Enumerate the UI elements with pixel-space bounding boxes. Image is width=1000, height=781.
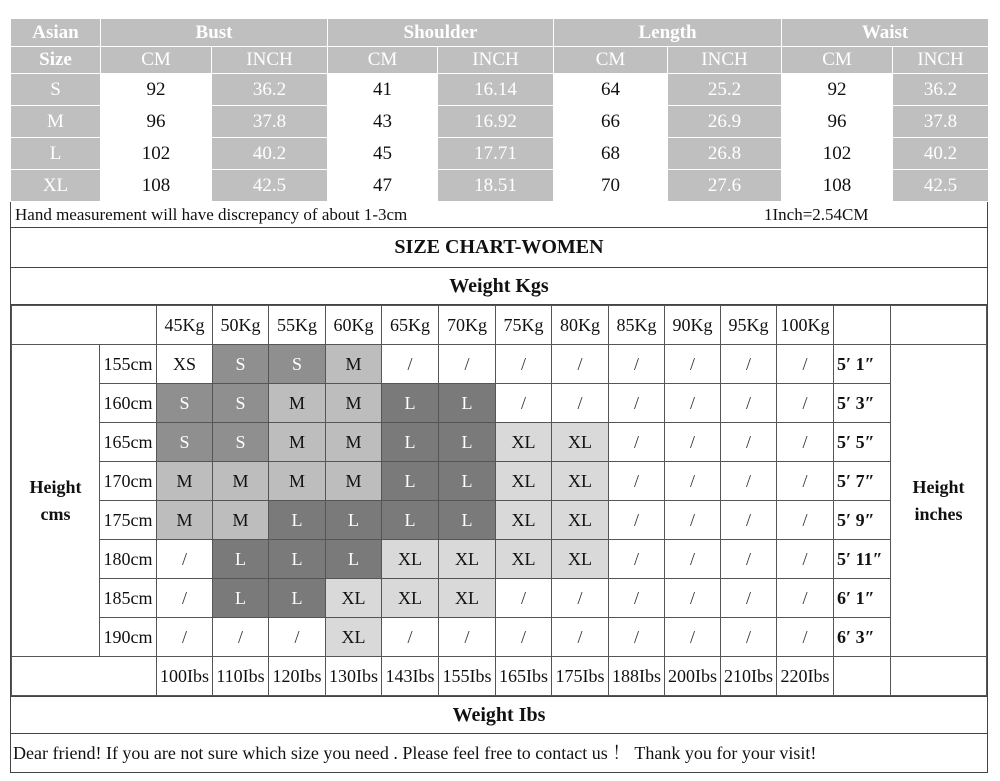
size-cell: L <box>326 540 382 579</box>
measurement-note-row <box>10 202 988 227</box>
cm-value: 64 <box>554 74 668 106</box>
lbs-label: 130Ibs <box>326 657 382 696</box>
size-chart-document <box>10 18 988 773</box>
size-cell: / <box>665 345 721 384</box>
height-row <box>12 345 987 384</box>
size-cell: / <box>609 579 665 618</box>
unit-inch: INCH <box>438 47 554 74</box>
size-cell: M <box>326 384 382 423</box>
conversion-note: 1Inch=2.54CM <box>764 205 869 224</box>
height-cm-value: 170cm <box>100 462 157 501</box>
cm-value: 96 <box>782 106 893 138</box>
measurement-row <box>11 170 989 202</box>
size-cell: / <box>609 462 665 501</box>
size-cell: M <box>157 501 213 540</box>
size-cell: M <box>326 345 382 384</box>
blank-cell <box>834 306 891 345</box>
size-cell: XL <box>439 540 496 579</box>
lbs-label: 210Ibs <box>721 657 777 696</box>
size-cell: / <box>721 618 777 657</box>
size-cell: XL <box>439 579 496 618</box>
size-cell: / <box>777 540 834 579</box>
size-cell: / <box>721 423 777 462</box>
blank-cell <box>12 657 157 696</box>
size-cell: / <box>721 384 777 423</box>
size-cell: / <box>665 384 721 423</box>
height-cm-value: 175cm <box>100 501 157 540</box>
size-cell: / <box>665 423 721 462</box>
blank-cell <box>891 306 987 345</box>
inch-value: 17.71 <box>438 138 554 170</box>
size-cell: / <box>496 384 552 423</box>
lbs-label: 100Ibs <box>157 657 213 696</box>
size-cell: / <box>721 540 777 579</box>
size-cell: XL <box>382 579 439 618</box>
kg-header-row <box>12 306 987 345</box>
size-cell: S <box>157 384 213 423</box>
inch-value: 37.8 <box>893 106 989 138</box>
inch-value: 42.5 <box>212 170 328 202</box>
measurement-row <box>11 106 989 138</box>
lbs-label: 220Ibs <box>777 657 834 696</box>
inch-value: 16.92 <box>438 106 554 138</box>
height-cm-value: 165cm <box>100 423 157 462</box>
size-cell: / <box>721 345 777 384</box>
size-cell: / <box>665 462 721 501</box>
chart-title: SIZE CHART-WOMEN <box>11 228 987 268</box>
height-inches-label <box>891 345 987 657</box>
length-header: Length <box>554 19 782 47</box>
size-cell: / <box>496 345 552 384</box>
size-cell: XL <box>552 423 609 462</box>
size-cell: / <box>269 618 326 657</box>
kg-label: 85Kg <box>609 306 665 345</box>
height-cm-value: 185cm <box>100 579 157 618</box>
height-cms-label <box>12 345 100 657</box>
size-cell: / <box>382 618 439 657</box>
size-cell: M <box>213 462 269 501</box>
inch-value: 18.51 <box>438 170 554 202</box>
size-cell: / <box>777 618 834 657</box>
size-label: XL <box>11 170 101 202</box>
inch-value: 36.2 <box>893 74 989 106</box>
cm-value: 108 <box>101 170 212 202</box>
size-cell: / <box>721 462 777 501</box>
size-cell: / <box>609 501 665 540</box>
size-cell: S <box>157 423 213 462</box>
size-cell: L <box>439 423 496 462</box>
cm-value: 66 <box>554 106 668 138</box>
size-cell: / <box>439 345 496 384</box>
size-cell: / <box>496 579 552 618</box>
height-cm-value: 160cm <box>100 384 157 423</box>
cm-value: 92 <box>782 74 893 106</box>
blank-cell <box>12 306 157 345</box>
shoulder-header: Shoulder <box>328 19 554 47</box>
size-grid <box>11 305 987 696</box>
measurement-note: Hand measurement will have discrepancy of about 1-3cm <box>15 205 408 224</box>
footer-message: Dear friend! If you are not sure which size you need . Please feel free to contact us ！ Thank you for your visit! <box>13 743 817 763</box>
size-cell: / <box>157 579 213 618</box>
height-cm-value: 155cm <box>100 345 157 384</box>
inch-value: 42.5 <box>893 170 989 202</box>
size-cell: XL <box>496 462 552 501</box>
asian-size-header-2: Size <box>11 47 101 74</box>
blank-cell <box>834 657 891 696</box>
size-cell: / <box>157 618 213 657</box>
lbs-label: 143Ibs <box>382 657 439 696</box>
lbs-label: 110Ibs <box>213 657 269 696</box>
size-cell: XL <box>496 501 552 540</box>
size-cell: L <box>439 501 496 540</box>
blank-cell <box>891 657 987 696</box>
inch-value: 37.8 <box>212 106 328 138</box>
size-cell: / <box>721 579 777 618</box>
size-cell: L <box>213 540 269 579</box>
size-cell: / <box>665 618 721 657</box>
lbs-label: 155Ibs <box>439 657 496 696</box>
height-row <box>12 501 987 540</box>
size-cell: / <box>552 345 609 384</box>
unit-cm: CM <box>328 47 438 74</box>
height-inches-label-2: inches <box>914 503 963 524</box>
kg-label: 75Kg <box>496 306 552 345</box>
unit-inch: INCH <box>893 47 989 74</box>
size-cell: / <box>665 501 721 540</box>
kg-label: 55Kg <box>269 306 326 345</box>
height-row <box>12 618 987 657</box>
lbs-row <box>12 657 987 696</box>
size-cell: / <box>609 345 665 384</box>
height-cm-value: 180cm <box>100 540 157 579</box>
size-cell: / <box>777 384 834 423</box>
size-cell: L <box>213 579 269 618</box>
height-ft-value: 6′ 3″ <box>834 618 891 657</box>
weight-kgs-title: Weight Kgs <box>11 268 987 305</box>
lbs-label: 175Ibs <box>552 657 609 696</box>
cm-value: 96 <box>101 106 212 138</box>
measurement-table <box>10 18 989 202</box>
size-cell: / <box>439 618 496 657</box>
size-cell: / <box>721 501 777 540</box>
unit-inch: INCH <box>212 47 328 74</box>
height-row <box>12 579 987 618</box>
measurement-row <box>11 138 989 170</box>
cm-value: 102 <box>101 138 212 170</box>
height-inches-label-1: Height <box>912 476 965 497</box>
size-cell: L <box>382 423 439 462</box>
inch-value: 40.2 <box>893 138 989 170</box>
kg-label: 100Kg <box>777 306 834 345</box>
size-cell: L <box>382 501 439 540</box>
size-cell: L <box>269 501 326 540</box>
size-label: M <box>11 106 101 138</box>
inch-value: 26.9 <box>668 106 782 138</box>
inch-value: 16.14 <box>438 74 554 106</box>
cm-value: 92 <box>101 74 212 106</box>
size-cell: / <box>157 540 213 579</box>
size-cell: S <box>213 423 269 462</box>
size-cell: / <box>777 462 834 501</box>
size-cell: / <box>665 540 721 579</box>
size-cell: L <box>382 462 439 501</box>
size-cell: / <box>777 501 834 540</box>
size-cell: XL <box>552 540 609 579</box>
height-ft-value: 5′ 3″ <box>834 384 891 423</box>
height-row <box>12 540 987 579</box>
size-cell: / <box>609 384 665 423</box>
height-ft-value: 5′ 7″ <box>834 462 891 501</box>
kg-label: 65Kg <box>382 306 439 345</box>
size-chart <box>10 227 988 773</box>
height-cms-label-1: Height <box>29 476 82 497</box>
unit-cm: CM <box>101 47 212 74</box>
lbs-label: 120Ibs <box>269 657 326 696</box>
kg-label: 90Kg <box>665 306 721 345</box>
unit-cm: CM <box>782 47 893 74</box>
lbs-label: 200Ibs <box>665 657 721 696</box>
kg-label: 95Kg <box>721 306 777 345</box>
size-cell: XS <box>157 345 213 384</box>
size-cell: S <box>269 345 326 384</box>
size-cell: / <box>777 579 834 618</box>
size-cell: / <box>552 579 609 618</box>
size-cell: XL <box>326 618 382 657</box>
size-cell: S <box>213 384 269 423</box>
size-cell: / <box>609 618 665 657</box>
cm-value: 108 <box>782 170 893 202</box>
cm-value: 47 <box>328 170 438 202</box>
cm-value: 41 <box>328 74 438 106</box>
size-cell: / <box>213 618 269 657</box>
measurement-row <box>11 74 989 106</box>
kg-label: 80Kg <box>552 306 609 345</box>
size-cell: L <box>326 501 382 540</box>
size-cell: / <box>552 384 609 423</box>
height-ft-value: 5′ 1″ <box>834 345 891 384</box>
height-row <box>12 462 987 501</box>
inch-value: 26.8 <box>668 138 782 170</box>
lbs-label: 165Ibs <box>496 657 552 696</box>
size-cell: / <box>496 618 552 657</box>
size-cell: XL <box>326 579 382 618</box>
lbs-label: 188Ibs <box>609 657 665 696</box>
size-cell: / <box>552 618 609 657</box>
height-ft-value: 5′ 11″ <box>834 540 891 579</box>
size-cell: L <box>269 579 326 618</box>
inch-value: 36.2 <box>212 74 328 106</box>
weight-lbs-title: Weight Ibs <box>11 696 987 734</box>
inch-value: 25.2 <box>668 74 782 106</box>
size-cell: L <box>439 462 496 501</box>
kg-label: 70Kg <box>439 306 496 345</box>
size-cell: XL <box>552 462 609 501</box>
asian-size-header: Asian <box>11 19 101 47</box>
size-cell: XL <box>552 501 609 540</box>
size-cell: M <box>326 423 382 462</box>
unit-inch: INCH <box>668 47 782 74</box>
cm-value: 43 <box>328 106 438 138</box>
kg-label: 45Kg <box>157 306 213 345</box>
bust-header: Bust <box>101 19 328 47</box>
kg-label: 50Kg <box>213 306 269 345</box>
size-label: S <box>11 74 101 106</box>
size-cell: M <box>269 384 326 423</box>
size-cell: M <box>326 462 382 501</box>
size-cell: XL <box>496 423 552 462</box>
waist-header: Waist <box>782 19 989 47</box>
size-cell: M <box>157 462 213 501</box>
size-cell: / <box>777 345 834 384</box>
cm-value: 102 <box>782 138 893 170</box>
size-cell: L <box>269 540 326 579</box>
size-cell: M <box>269 423 326 462</box>
size-cell: / <box>777 423 834 462</box>
height-ft-value: 5′ 5″ <box>834 423 891 462</box>
inch-value: 27.6 <box>668 170 782 202</box>
size-cell: / <box>665 579 721 618</box>
height-ft-value: 6′ 1″ <box>834 579 891 618</box>
cm-value: 45 <box>328 138 438 170</box>
size-label: L <box>11 138 101 170</box>
height-cms-label-2: cms <box>40 503 71 524</box>
height-row <box>12 384 987 423</box>
cm-value: 70 <box>554 170 668 202</box>
unit-cm: CM <box>554 47 668 74</box>
size-cell: L <box>382 384 439 423</box>
size-cell: S <box>213 345 269 384</box>
kg-label: 60Kg <box>326 306 382 345</box>
inch-value: 40.2 <box>212 138 328 170</box>
size-cell: L <box>439 384 496 423</box>
height-cm-value: 190cm <box>100 618 157 657</box>
size-cell: / <box>609 540 665 579</box>
cm-value: 68 <box>554 138 668 170</box>
size-cell: XL <box>382 540 439 579</box>
size-cell: M <box>269 462 326 501</box>
height-ft-value: 5′ 9″ <box>834 501 891 540</box>
size-cell: / <box>382 345 439 384</box>
height-row <box>12 423 987 462</box>
size-cell: XL <box>496 540 552 579</box>
size-cell: / <box>609 423 665 462</box>
size-cell: M <box>213 501 269 540</box>
